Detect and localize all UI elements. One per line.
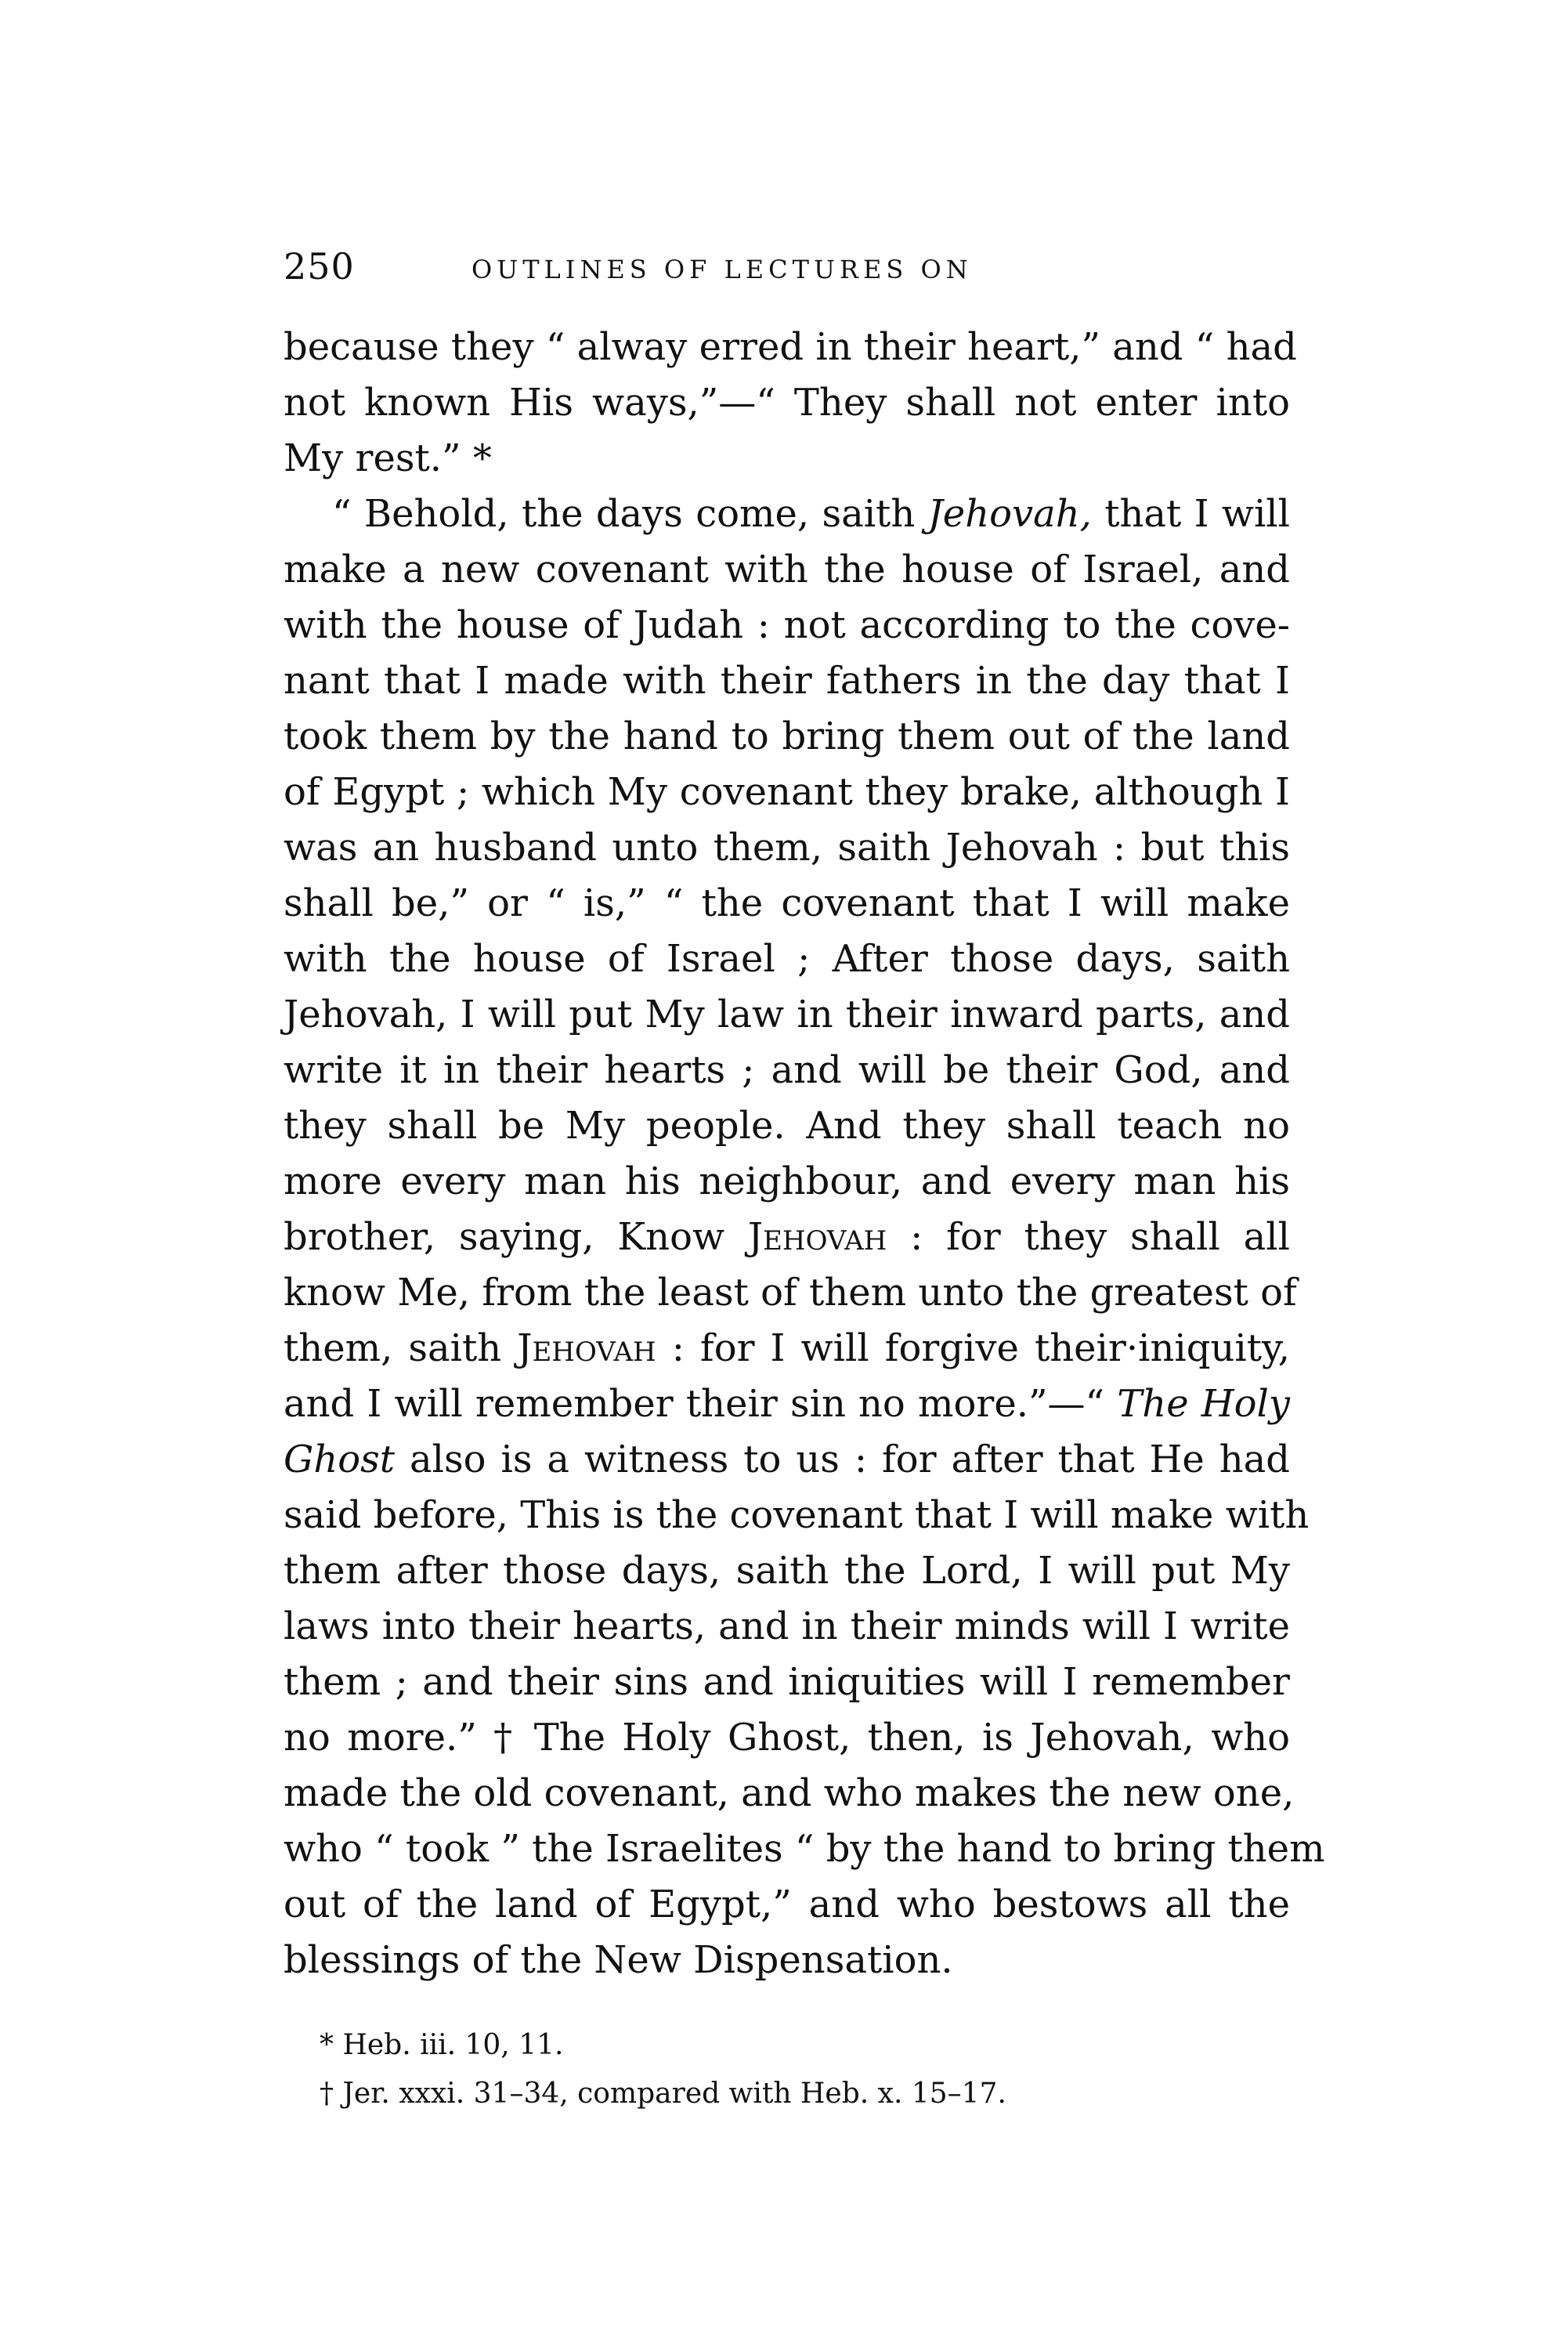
- text-line: them ; and their sins and iniquities will I remember: [284, 1660, 1290, 1704]
- page-number: 250: [284, 245, 355, 288]
- footnotes: [320, 2021, 1259, 2118]
- text-line: write it in their hearts ; and will be their God, and: [284, 1048, 1290, 1092]
- text-line: made the old covenant, and who makes the new one,: [284, 1771, 1295, 1815]
- footnote: * Heb. iii. 10, 11.: [320, 2029, 564, 2061]
- text-line: was an husband unto them, saith Jehovah : but this: [284, 826, 1290, 870]
- text-line: out of the land of Egypt,” and who bestows all the: [284, 1883, 1290, 1926]
- text-line: because they “ alway erred in their heart,” and “ had: [284, 325, 1297, 369]
- footnote: † Jer. xxxi. 31–34, compared with Heb. x. 15–17.: [320, 2078, 1006, 2110]
- text-line: no more.” † The Holy Ghost, then, is Jehovah, who: [284, 1716, 1290, 1760]
- text-line: brother, saying, Know Jehovah : for they shall all: [284, 1215, 1290, 1259]
- text-line: laws into their hearts, and in their minds will I write: [284, 1604, 1290, 1648]
- text-line: not known His ways,”—“ They shall not enter into: [284, 381, 1290, 425]
- text-line: Jehovah, I will put My law in their inward parts, and: [284, 993, 1290, 1036]
- running-title: OUTLINES OF LECTURES ON: [471, 255, 973, 284]
- text-line: them after those days, saith the Lord, I will put My: [284, 1549, 1290, 1593]
- text-line: more every man his neighbour, and every man his: [284, 1159, 1290, 1203]
- text-line: make a new covenant with the house of Israel, and: [284, 548, 1290, 591]
- text-line: took them by the hand to bring them out of the land: [284, 714, 1290, 758]
- body-text: [284, 320, 1325, 1988]
- text-line: know Me, from the least of them unto the greatest of: [284, 1271, 1297, 1315]
- text-line: them, saith Jehovah : for I will forgive their·iniquity,: [284, 1326, 1291, 1370]
- text-line: Ghost also is a witness to us : for after that He had: [284, 1438, 1290, 1481]
- text-line: who “ took ” the Israelites “ by the hand to bring them: [284, 1827, 1325, 1871]
- text-line: they shall be My people. And they shall teach no: [284, 1104, 1290, 1148]
- text-line: of Egypt ; which My covenant they brake, although I: [284, 770, 1290, 814]
- text-line: nant that I made with their fathers in the day that I: [284, 659, 1290, 703]
- text-line: blessings of the New Dispensation.: [284, 1938, 953, 1982]
- text-line: shall be,” or “ is,” “ the covenant that I will make: [284, 881, 1290, 925]
- text-line: said before, This is the covenant that I will make with: [284, 1493, 1310, 1537]
- text-line: with the house of Judah : not according to the cove-: [284, 603, 1290, 647]
- text-line: “ Behold, the days come, saith Jehovah, that I will: [332, 492, 1291, 536]
- text-line: My rest.” *: [284, 436, 492, 480]
- text-line: with the house of Israel ; After those days, saith: [284, 937, 1290, 981]
- running-head: [284, 239, 1290, 294]
- text-line: and I will remember their sin no more.”—“ The Holy: [284, 1382, 1290, 1426]
